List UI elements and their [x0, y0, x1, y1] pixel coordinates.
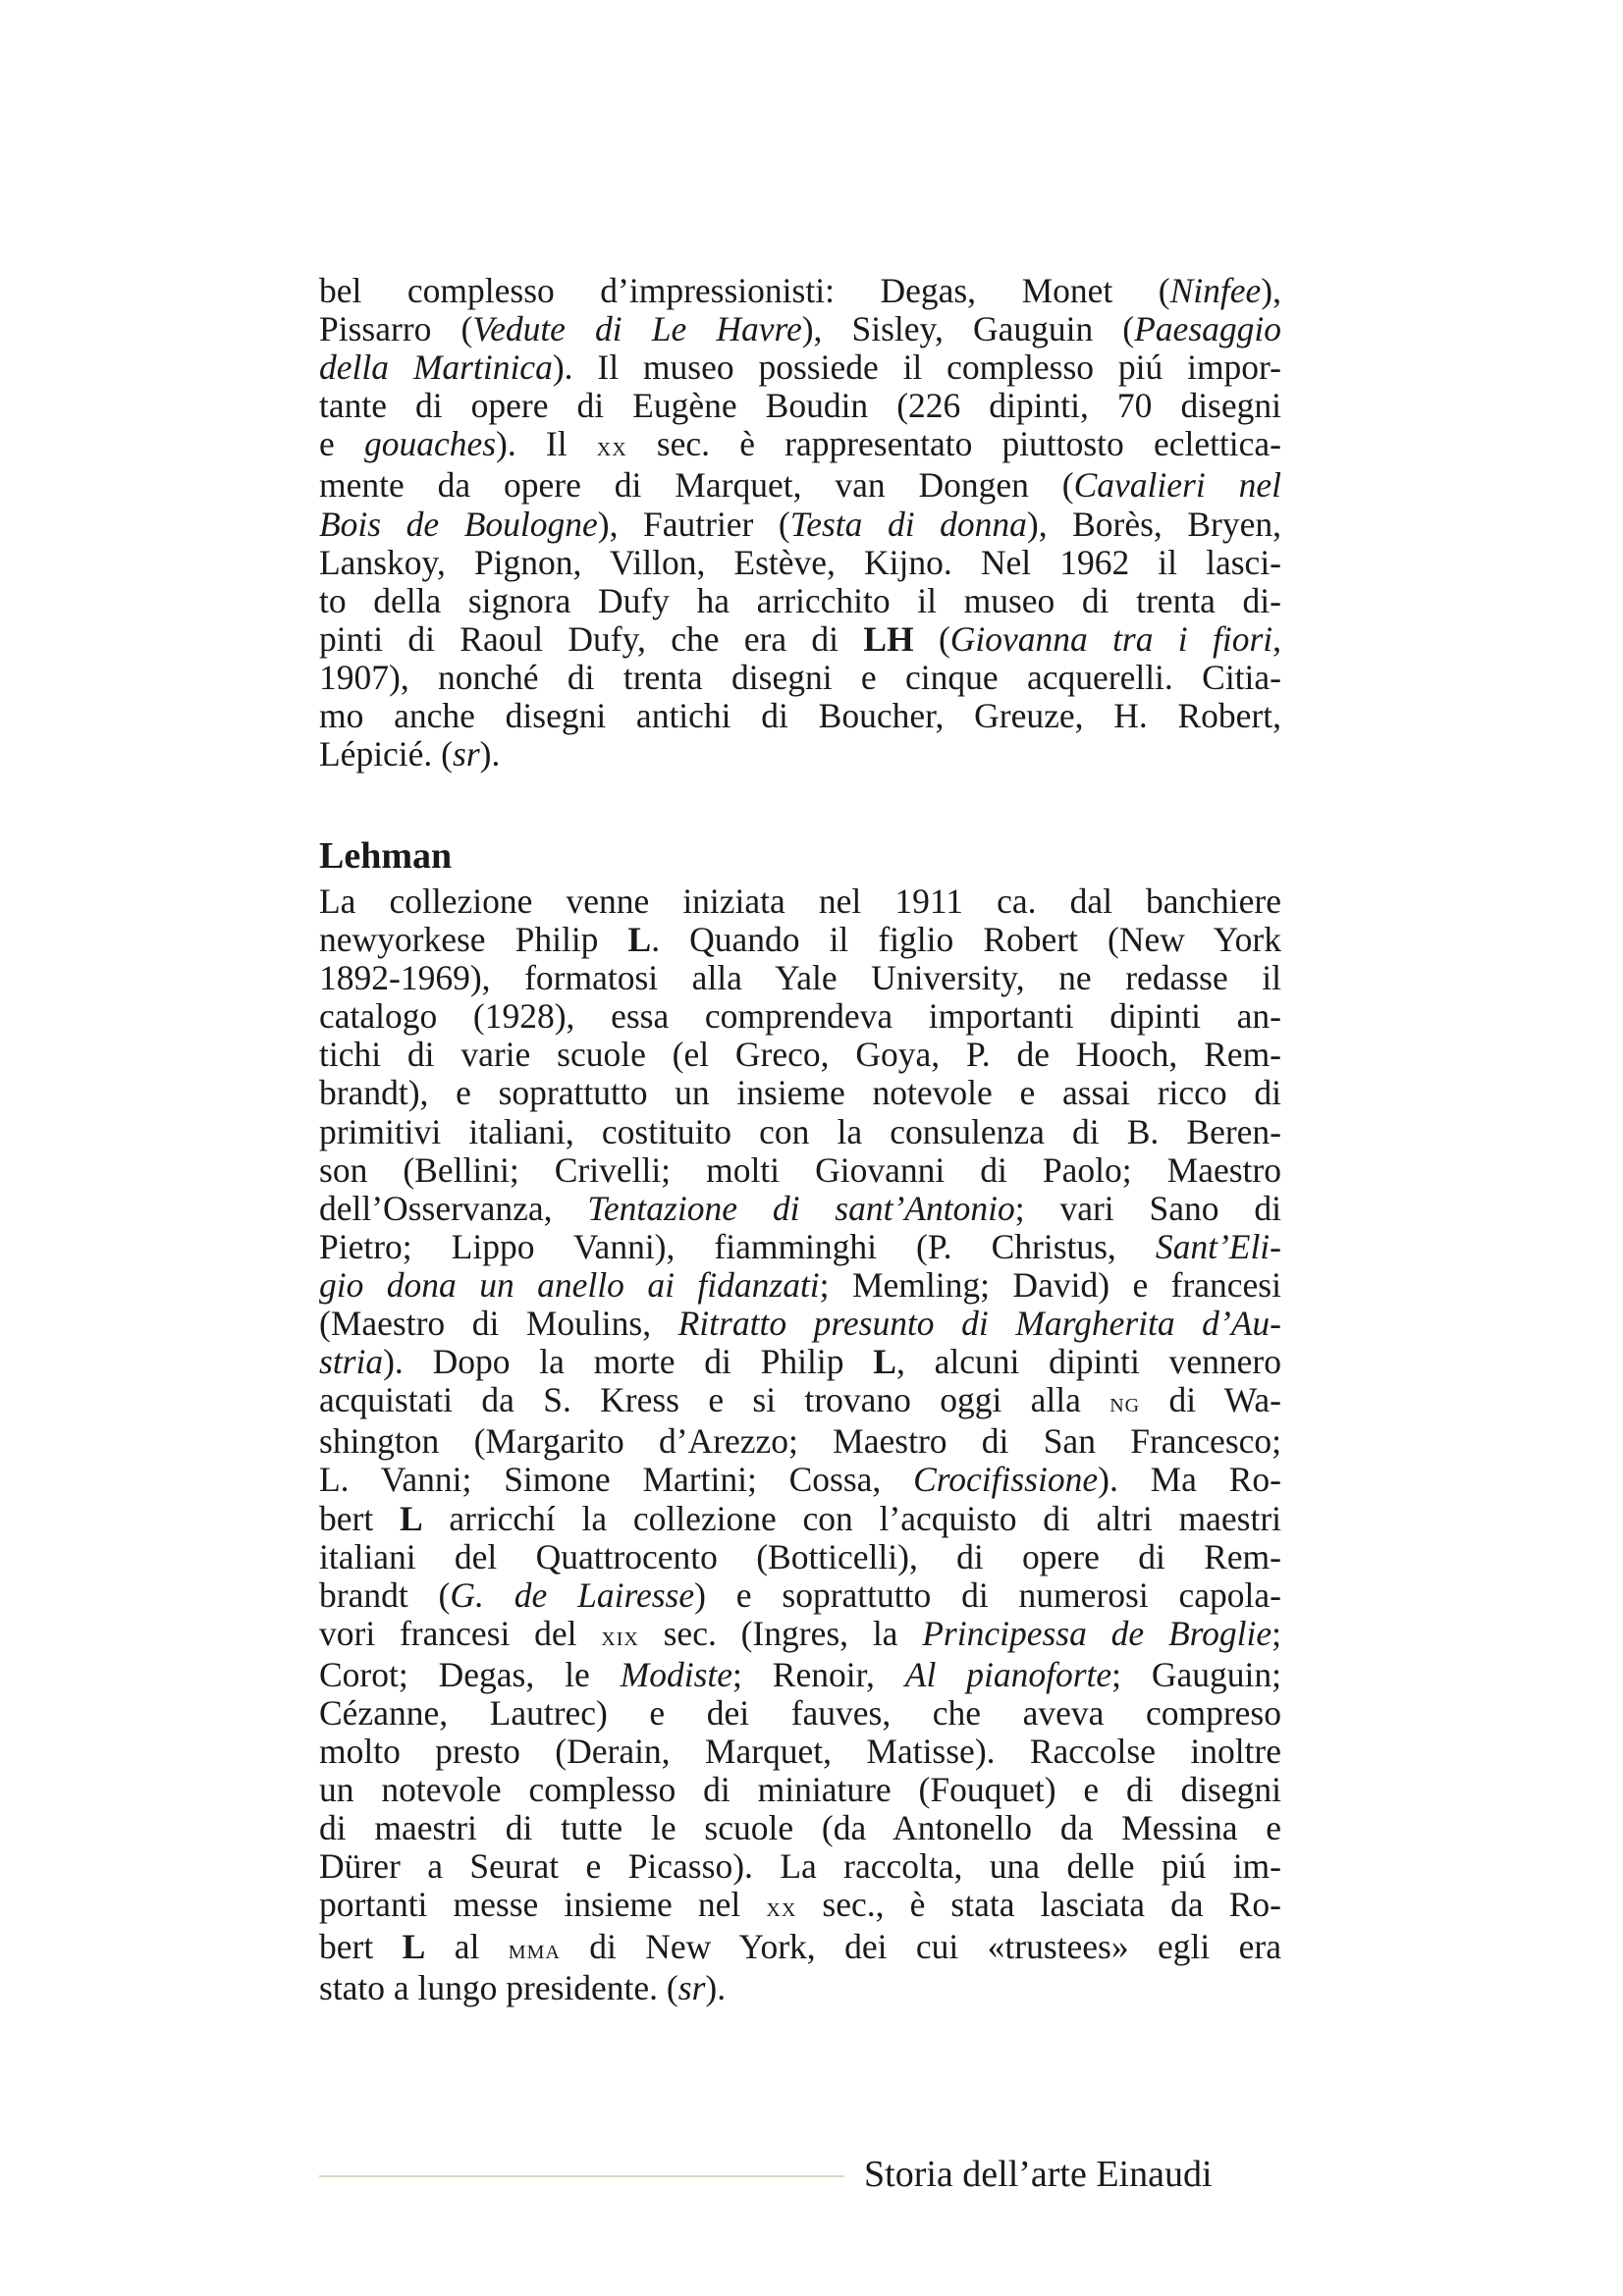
text-run: LH: [863, 618, 914, 659]
text-run: 1892-1969), formatosi alla Yale University, ne redasse il: [319, 958, 1281, 998]
paragraph-lehman: [319, 882, 1281, 2007]
text-run: molto presto (Derain, Marquet, Matisse). Raccolse inoltre: [319, 1732, 1281, 1772]
text-run: ),: [1261, 271, 1281, 310]
text-run: Pissarro (: [319, 309, 473, 349]
text-run: ng: [1109, 1387, 1141, 1419]
text-run: mo anche disegni antichi di Boucher, Greuze, H. Robert,: [319, 696, 1281, 736]
text-run: di maestri di tutte le scuole (da Antonello da Messina e: [319, 1808, 1281, 1848]
paragraph-impressionisti: [319, 272, 1281, 774]
text-line: [319, 272, 1281, 310]
text-run: ). Dopo la morte di Philip: [383, 1342, 874, 1382]
text-line: [319, 1381, 1281, 1422]
text-line: [319, 425, 1281, 466]
text-run: Crocifissione: [913, 1460, 1099, 1500]
text-run: acquistati da S. Kress e si trovano oggi alla: [319, 1380, 1110, 1420]
text-line: [319, 1928, 1281, 1969]
text-run: . Quando il figlio Robert (New York: [651, 920, 1281, 960]
text-line: [319, 582, 1281, 620]
text-run: Principessa de Broglie: [922, 1613, 1272, 1653]
text-line: [319, 1733, 1281, 1771]
text-line: [319, 697, 1281, 735]
text-run: Cézanne, Lautrec) e dei fauves, che aveva compreso: [319, 1692, 1281, 1733]
text-run: primitivi italiani, costituito con la consulenza di B. Beren-: [319, 1111, 1281, 1151]
text-line: [319, 1576, 1281, 1615]
text-run: , alcuni dipinti vennero: [895, 1342, 1281, 1382]
text-run: Testa di donna: [789, 504, 1027, 544]
text-line: [319, 882, 1281, 921]
text-run: al: [425, 1926, 509, 1966]
text-line: [319, 620, 1281, 659]
entry-heading-lehman: Lehman: [319, 835, 453, 877]
text-run: ). Il: [496, 424, 597, 464]
text-run: brandt), e soprattutto un insieme notevole e assai ricco di: [319, 1073, 1281, 1113]
text-run: (: [913, 618, 950, 659]
text-line: [319, 1847, 1281, 1886]
text-run: Al pianoforte: [904, 1654, 1112, 1694]
text-run: Bois de Boulogne: [319, 504, 598, 544]
text-run: shington (Margarito d’Arezzo; Maestro di San Francesco;: [319, 1421, 1281, 1462]
text-run: Ritratto presunto di Margherita d’Au-: [677, 1304, 1281, 1344]
text-run: gouaches: [363, 424, 497, 464]
text-run: ), Fautrier (: [597, 504, 790, 544]
text-run: di New York, dei cui «trustees» egli era: [560, 1926, 1282, 1966]
text-run: ; Renoir,: [732, 1654, 905, 1694]
text-run: La collezione venne iniziata nel 1911 ca. dal banchiere: [319, 881, 1281, 921]
text-line: [319, 1074, 1281, 1112]
text-run: sr: [677, 1967, 706, 2007]
text-run: vori francesi del: [319, 1613, 602, 1653]
footer-title: Storia dell’arte Einaudi: [864, 2154, 1213, 2195]
text-run: Ninfee: [1169, 271, 1262, 310]
text-line: [319, 1969, 1281, 2007]
text-line: [319, 1809, 1281, 1847]
text-run: 1907), nonché di trenta disegni e cinque acquerelli. Citia-: [319, 657, 1281, 697]
text-run: ) e soprattutto di numerosi capola-: [694, 1575, 1281, 1615]
text-run: italiani del Quattrocento (Botticelli), di opere di Rem-: [319, 1536, 1281, 1576]
text-run: brandt (: [319, 1575, 451, 1615]
text-run: Cavalieri nel: [1073, 465, 1281, 506]
text-line: [319, 1886, 1281, 1927]
text-line: [319, 659, 1281, 697]
text-line: [319, 997, 1281, 1036]
text-run: ). Il museo possiede il complesso piú impor-: [552, 347, 1281, 388]
text-line: [319, 1538, 1281, 1576]
text-run: ;: [1271, 1613, 1281, 1653]
text-run: e: [319, 424, 364, 464]
text-run: Modiste: [620, 1654, 733, 1694]
text-line: [319, 1461, 1281, 1499]
text-run: stato a lungo presidente. (: [319, 1967, 678, 2007]
text-run: ).: [705, 1967, 727, 2007]
text-run: un notevole complesso di miniature (Fouquet) e di disegni: [319, 1770, 1281, 1810]
text-run: L: [873, 1342, 896, 1382]
text-run: ; Memling; David) e francesi: [819, 1264, 1281, 1305]
text-run: ,: [1272, 618, 1281, 659]
text-run: Tentazione di sant’Antonio: [587, 1188, 1015, 1228]
text-line: [319, 1113, 1281, 1151]
text-run: Paesaggio: [1134, 309, 1281, 349]
text-run: ).: [479, 734, 501, 774]
text-line: [319, 1422, 1281, 1461]
text-run: bert: [319, 1498, 400, 1538]
text-line: [319, 1190, 1281, 1228]
text-line: [319, 1500, 1281, 1538]
text-run: ), Sisley, Gauguin (: [801, 309, 1135, 349]
text-run: della Martinica: [319, 347, 553, 388]
text-run: son (Bellini; Crivelli; molti Giovanni di Paolo; Maestro: [319, 1149, 1281, 1190]
text-run: portanti messe insieme nel: [319, 1885, 767, 1925]
text-run: xix: [601, 1620, 639, 1652]
text-run: G. de Lairesse: [450, 1575, 695, 1615]
text-line: [319, 1228, 1281, 1266]
text-line: [319, 310, 1281, 348]
text-line: [319, 921, 1281, 959]
text-run: ; vari Sano di: [1014, 1188, 1282, 1228]
text-run: L. Vanni; Simone Martini; Cossa,: [319, 1460, 914, 1500]
text-line: [319, 506, 1281, 544]
text-run: Vedute di Le Havre: [472, 309, 802, 349]
text-line: [319, 1305, 1281, 1343]
text-line: [319, 1036, 1281, 1074]
text-run: dell’Osservanza,: [319, 1188, 588, 1228]
footer-rule: [319, 2175, 844, 2177]
text-line: [319, 544, 1281, 582]
text-run: Sant’Eli-: [1155, 1226, 1281, 1266]
text-run: ). Ma Ro-: [1098, 1460, 1281, 1500]
text-run: gio dona un anello ai fidanzati: [319, 1264, 820, 1305]
text-run: ), Borès, Bryen,: [1026, 504, 1281, 544]
text-run: pinti di Raoul Dufy, che era di: [319, 618, 864, 659]
text-run: ; Gauguin;: [1111, 1654, 1282, 1694]
text-run: (Maestro di Moulins,: [319, 1304, 678, 1344]
text-run: Dürer a Seurat e Picasso). La raccolta, una delle piú im-: [319, 1846, 1281, 1887]
text-run: Giovanna tra i fiori: [949, 618, 1273, 659]
text-line: [319, 466, 1281, 505]
text-run: stria: [319, 1342, 384, 1382]
text-run: Lépicié. (: [319, 734, 454, 774]
text-run: di Wa-: [1140, 1380, 1281, 1420]
text-run: sec. (Ingres, la: [638, 1613, 923, 1653]
text-line: [319, 735, 1281, 774]
text-run: xx: [596, 431, 627, 463]
text-run: catalogo (1928), essa comprendeva importanti dipinti an-: [319, 996, 1281, 1037]
text-run: xx: [766, 1892, 797, 1924]
text-line: [319, 1343, 1281, 1381]
text-run: L: [399, 1498, 423, 1538]
text-run: Lanskoy, Pignon, Villon, Estève, Kijno. Nel 1962 il lasci-: [319, 542, 1281, 582]
text-run: newyorkese Philip: [319, 920, 628, 960]
text-line: [319, 1694, 1281, 1733]
text-run: L: [627, 920, 652, 960]
text-run: Corot; Degas, le: [319, 1654, 621, 1694]
text-line: [319, 1771, 1281, 1809]
text-run: tante di opere di Eugène Boudin (226 dipinti, 70 disegni: [319, 386, 1281, 426]
text-run: mente da opere di Marquet, van Dongen (: [319, 465, 1074, 506]
text-line: [319, 959, 1281, 997]
text-line: [319, 348, 1281, 387]
text-line: [319, 387, 1281, 425]
text-run: mma: [508, 1933, 561, 1965]
text-line: [319, 1656, 1281, 1694]
text-run: L: [402, 1926, 426, 1966]
text-line: [319, 1266, 1281, 1305]
text-run: tichi di varie scuole (el Greco, Goya, P. de Hooch, Rem-: [319, 1035, 1281, 1075]
text-run: Pietro; Lippo Vanni), fiamminghi (P. Christus,: [319, 1226, 1156, 1266]
text-run: bert: [319, 1926, 403, 1966]
text-run: sr: [453, 734, 480, 774]
text-run: sec. è rappresentato piuttosto eclettica-: [626, 424, 1282, 464]
text-run: to della signora Dufy ha arricchito il museo di trenta di-: [319, 580, 1281, 620]
text-line: [319, 1151, 1281, 1190]
text-run: bel complesso d’impressionisti: Degas, Monet (: [319, 271, 1170, 310]
text-run: arricchí la collezione con l’acquisto di altri maestri: [422, 1498, 1282, 1538]
text-line: [319, 1615, 1281, 1656]
text-run: sec., è stata lasciata da Ro-: [796, 1885, 1281, 1925]
